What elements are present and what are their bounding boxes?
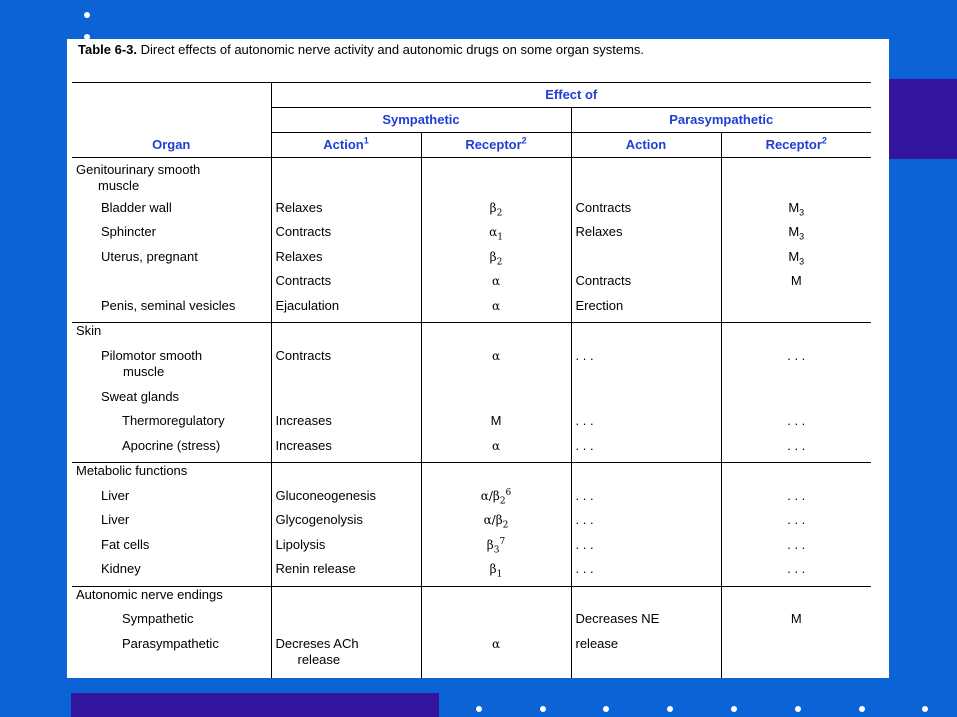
accent-band-right xyxy=(889,79,957,159)
para-receptor-cell: . . . xyxy=(721,561,871,586)
table-row xyxy=(72,438,871,463)
organ-cell: Sympathetic xyxy=(122,611,194,626)
symp-action-cell: Contracts xyxy=(271,224,421,249)
organ-cell: Autonomic nerve endings xyxy=(76,586,223,602)
para-action-cell: Erection xyxy=(571,298,721,323)
organ-cell: Penis, seminal vesicles xyxy=(101,297,236,313)
bullet-dot xyxy=(795,706,801,712)
para-action-cell: Contracts xyxy=(571,273,721,298)
para-receptor-cell: M xyxy=(721,273,871,298)
para-receptor-cell: . . . xyxy=(721,512,871,537)
organ-cell: Fat cells xyxy=(101,536,150,552)
para-receptor-cell xyxy=(721,298,871,323)
caption-label: Table 6-3. xyxy=(78,42,138,57)
para-receptor-cell xyxy=(721,636,871,679)
para-action-cell: . . . xyxy=(571,537,721,562)
table-row xyxy=(72,298,871,323)
bullet-dot xyxy=(859,706,865,712)
symp-receptor-cell: α xyxy=(421,438,571,463)
symp-action-cell: Decreses ACh release xyxy=(271,636,421,679)
symp-receptor-cell: $\beta_1$ xyxy=(421,561,571,586)
para-action-cell: Decreases NE xyxy=(571,611,721,636)
organ-cell: Thermoregulatory xyxy=(122,413,225,428)
symp-receptor-cell: $\beta_2$ xyxy=(421,249,571,274)
bullet-dot xyxy=(922,706,928,712)
bullet-dot xyxy=(476,706,482,712)
data-table xyxy=(72,82,871,678)
header-organ: Organ xyxy=(152,136,191,152)
header-blank xyxy=(72,83,271,108)
symp-receptor-cell: M xyxy=(421,413,571,438)
table-caption xyxy=(78,42,718,58)
para-receptor-cell: $M_3$ xyxy=(721,200,871,225)
header-para-receptor: Receptor$^2$ xyxy=(721,133,871,158)
table-row xyxy=(72,561,871,586)
header-parasympathetic: Parasympathetic xyxy=(571,108,871,133)
organ-cell: Skin xyxy=(76,323,102,338)
para-action-cell: . . . xyxy=(571,348,721,389)
organ-cell xyxy=(72,273,271,298)
table-row xyxy=(72,463,871,488)
organ-cell: Metabolic functions xyxy=(76,463,188,478)
table-row xyxy=(72,158,871,200)
symp-action-cell: Contracts xyxy=(271,273,421,298)
organ-cell: Kidney xyxy=(101,561,141,576)
symp-action-cell: Ejaculation xyxy=(271,298,421,323)
bullet-dot xyxy=(540,706,546,712)
para-receptor-cell: . . . xyxy=(721,488,871,513)
table-row xyxy=(72,200,871,225)
para-receptor-cell: $M_3$ xyxy=(721,249,871,274)
header-symp-action: Action$^1$ xyxy=(271,133,421,158)
organ-cell: Uterus, pregnant xyxy=(101,248,198,264)
organ-cell: Apocrine (stress) xyxy=(122,437,221,453)
header-blank xyxy=(72,108,271,133)
symp-action-cell xyxy=(271,611,421,636)
table-row xyxy=(72,636,871,679)
accent-band-bottom xyxy=(71,693,439,717)
table-panel xyxy=(67,39,889,678)
symp-action-cell: Increases xyxy=(271,413,421,438)
symp-receptor-cell: α xyxy=(421,298,571,323)
caption-text: Direct effects of autonomic nerve activity and autonomic drugs on some organ systems. xyxy=(137,42,645,57)
table-row xyxy=(72,389,871,414)
para-receptor-cell: $M_3$ xyxy=(721,224,871,249)
bullet-dot xyxy=(731,706,737,712)
table-row xyxy=(72,488,871,513)
symp-action-cell: Contracts xyxy=(271,348,421,389)
para-receptor-cell: . . . xyxy=(721,348,871,389)
bullet-dot xyxy=(603,706,609,712)
organ-cell: Sweat glands xyxy=(101,388,180,404)
symp-action-cell: Relaxes xyxy=(271,200,421,225)
organ-cell: Sphincter xyxy=(101,224,156,239)
symp-action-cell: Gluconeogenesis xyxy=(271,488,421,513)
organ-cell: Liver xyxy=(101,487,130,503)
symp-receptor-cell xyxy=(421,611,571,636)
para-action-cell: Contracts xyxy=(571,200,721,225)
symp-receptor-cell: $\beta_3^7$ xyxy=(421,537,571,562)
para-receptor-cell: . . . xyxy=(721,537,871,562)
symp-action-cell: Increases xyxy=(271,438,421,463)
symp-action-cell: Glycogenolysis xyxy=(271,512,421,537)
table-row xyxy=(72,249,871,274)
header-sympathetic: Sympathetic xyxy=(271,108,571,133)
para-action-cell: . . . xyxy=(571,512,721,537)
table-row xyxy=(72,413,871,438)
header-effect-of: Effect of xyxy=(271,83,871,108)
table-row xyxy=(72,273,871,298)
header-symp-receptor: Receptor$^2$ xyxy=(421,133,571,158)
symp-receptor-cell: $\alpha/\beta_2^6$ xyxy=(421,488,571,513)
para-action-cell: Relaxes xyxy=(571,224,721,249)
para-action-cell: . . . xyxy=(571,413,721,438)
table-row xyxy=(72,323,871,348)
symp-receptor-cell: α xyxy=(421,273,571,298)
para-action-cell: . . . xyxy=(571,488,721,513)
para-receptor-cell: M xyxy=(721,611,871,636)
symp-receptor-cell: $\alpha_1$ xyxy=(421,224,571,249)
organ-cell: Parasympathetic xyxy=(122,635,219,651)
organ-cell: Bladder wall xyxy=(101,199,172,215)
para-action-cell: . . . xyxy=(571,561,721,586)
para-action-cell xyxy=(571,249,721,274)
symp-receptor-cell: α xyxy=(421,636,571,679)
symp-action-cell: Relaxes xyxy=(271,249,421,274)
symp-receptor-cell: $\beta_2$ xyxy=(421,200,571,225)
table-row xyxy=(72,224,871,249)
table-row xyxy=(72,586,871,611)
symp-receptor-cell: α xyxy=(421,348,571,389)
symp-action-cell: Renin release xyxy=(271,561,421,586)
bullet-dot xyxy=(84,12,90,18)
organ-cell: Pilomotor smooth muscle xyxy=(101,347,203,379)
table-row xyxy=(72,348,871,389)
organ-cell: Genitourinary smooth muscle xyxy=(76,162,201,193)
bullet-dot xyxy=(667,706,673,712)
para-receptor-cell: . . . xyxy=(721,438,871,463)
table-row xyxy=(72,512,871,537)
symp-receptor-cell: $\alpha/\beta_2$ xyxy=(421,512,571,537)
para-action-cell: release xyxy=(571,636,721,679)
symp-action-cell: Lipolysis xyxy=(271,537,421,562)
table-row xyxy=(72,611,871,636)
table-row xyxy=(72,537,871,562)
header-para-action: Action xyxy=(571,133,721,158)
para-receptor-cell: . . . xyxy=(721,413,871,438)
para-action-cell: . . . xyxy=(571,438,721,463)
organ-cell: Liver xyxy=(101,512,130,527)
